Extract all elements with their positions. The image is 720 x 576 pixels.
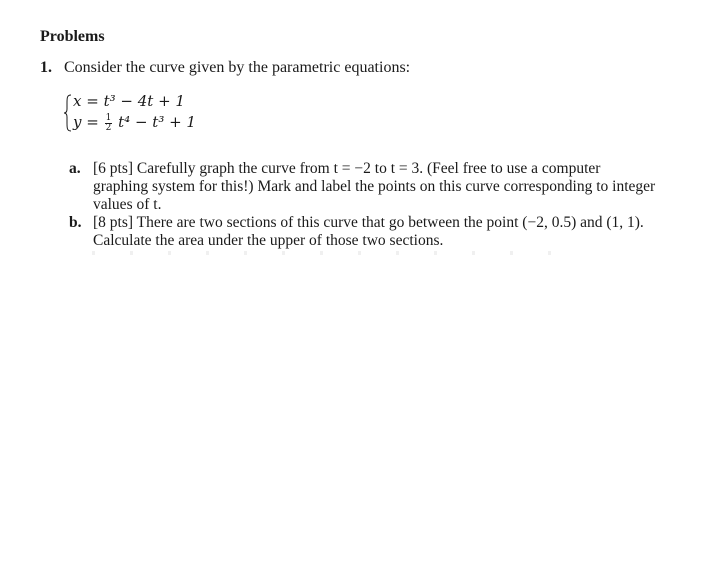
y-equals: =	[86, 113, 99, 131]
x-lhs: x	[73, 92, 82, 110]
part-b-text: [8 pts] There are two sections of this curve that go between the point (−2, 0.5) and (1, 1). Calculate the area under the upper of those two sections.	[93, 214, 644, 249]
faint-bleed-through	[92, 251, 572, 255]
part-b	[69, 214, 659, 250]
y-equation	[73, 113, 196, 133]
y-rest: t⁴ − t³ + 1	[118, 113, 196, 131]
part-a	[69, 160, 659, 214]
fraction-numerator: 1	[105, 112, 112, 123]
problem-statement: Consider the curve given by the parametric equations:	[64, 59, 411, 76]
part-a-label: a.	[69, 160, 81, 177]
problem-1	[40, 59, 680, 77]
section-heading: Problems	[40, 28, 105, 45]
problem-number: 1.	[40, 59, 52, 76]
x-equation	[73, 92, 185, 110]
part-b-label: b.	[69, 214, 82, 231]
fraction-denominator: 2	[105, 122, 112, 133]
left-brace-icon	[64, 94, 72, 132]
x-rhs: = t³ − 4t + 1	[86, 92, 185, 110]
y-lhs: y	[73, 113, 82, 131]
one-half-fraction	[105, 114, 113, 133]
part-a-text: [6 pts] Carefully graph the curve from t = −2 to t = 3. (Feel free to use a computer graphing system for this!) Mark and label the points on this curve corresponding to integer values of t.	[93, 160, 656, 213]
